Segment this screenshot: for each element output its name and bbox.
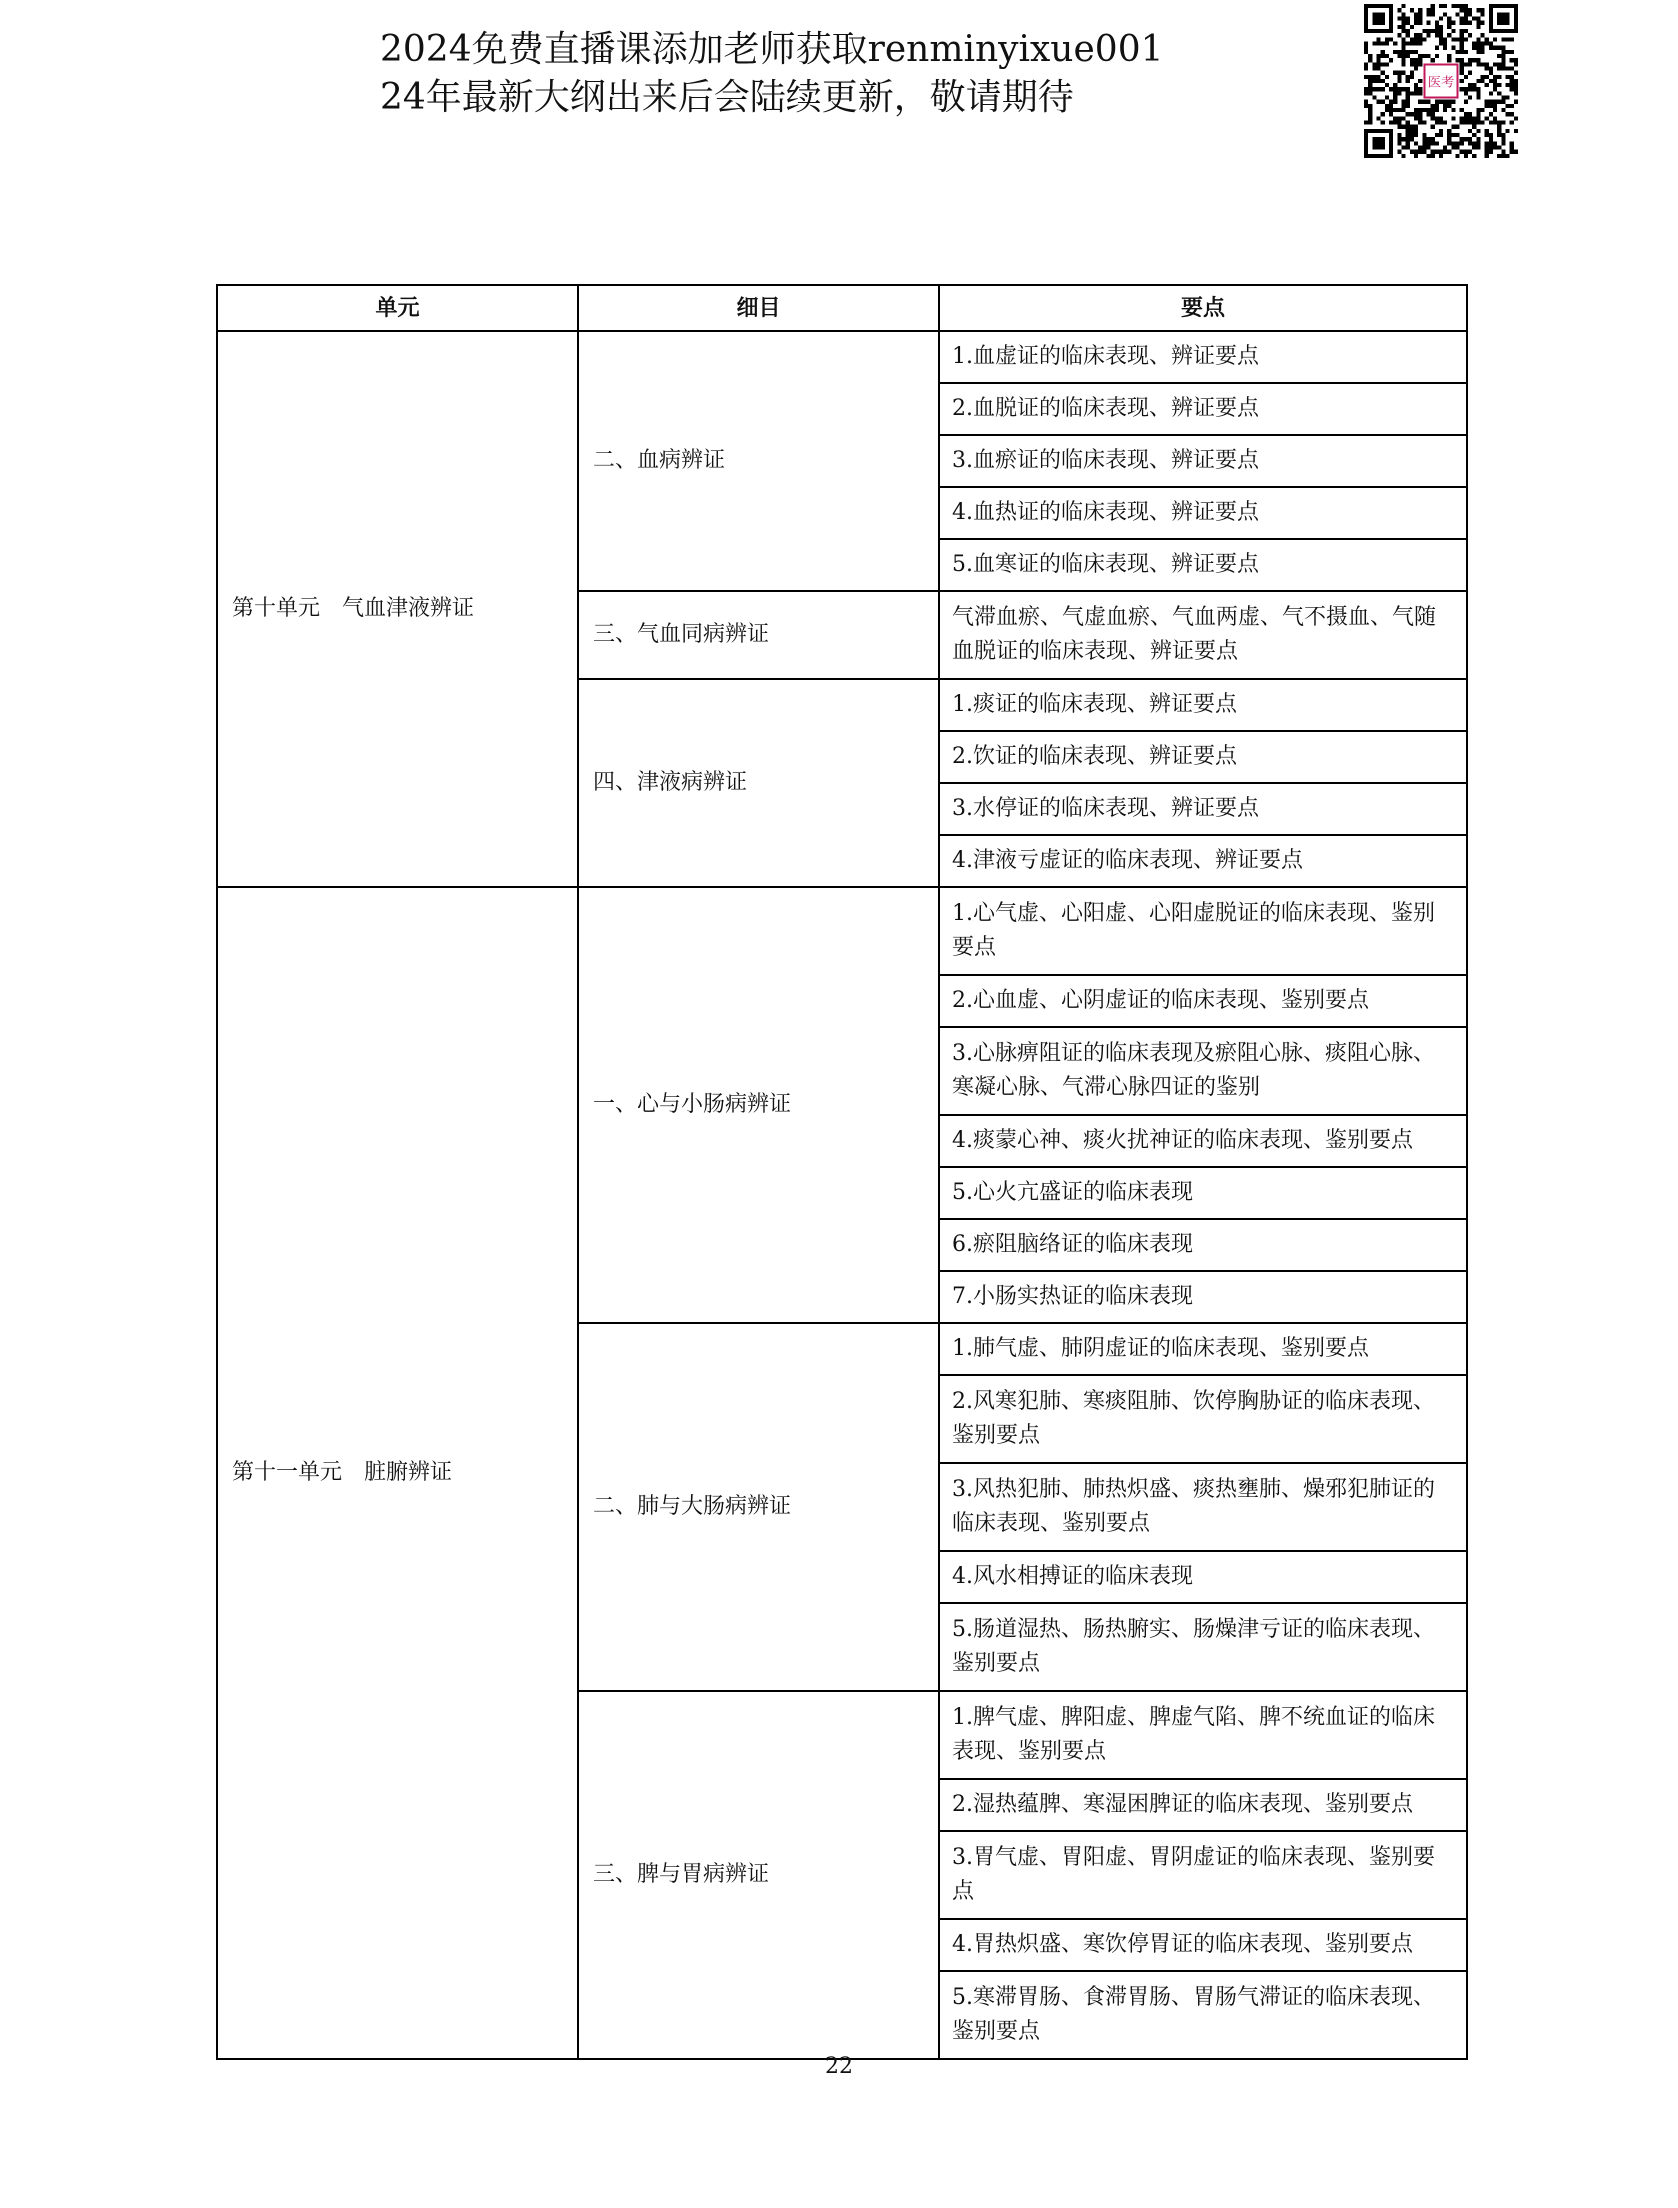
point-cell: 6.瘀阻脑络证的临床表现 <box>939 1219 1467 1271</box>
point-cell: 3.风热犯肺、肺热炽盛、痰热壅肺、燥邪犯肺证的临床表现、鉴别要点 <box>939 1463 1467 1551</box>
item-cell: 一、心与小肠病辨证 <box>578 887 939 1323</box>
item-cell: 二、肺与大肠病辨证 <box>578 1323 939 1691</box>
point-cell: 7.小肠实热证的临床表现 <box>939 1271 1467 1323</box>
point-cell: 1.血虚证的临床表现、辨证要点 <box>939 331 1467 383</box>
table-header-row <box>217 285 1467 331</box>
point-cell: 5.寒滞胃肠、食滞胃肠、胃肠气滞证的临床表现、鉴别要点 <box>939 1971 1467 2059</box>
point-cell: 3.心脉痹阻证的临床表现及瘀阻心脉、痰阻心脉、寒凝心脉、气滞心脉四证的鉴别 <box>939 1027 1467 1115</box>
page-number: 22 <box>825 2054 853 2079</box>
column-header-points: 要点 <box>939 285 1467 331</box>
page-header <box>380 26 1164 122</box>
point-cell: 5.心火亢盛证的临床表现 <box>939 1167 1467 1219</box>
point-cell: 3.血瘀证的临床表现、辨证要点 <box>939 435 1467 487</box>
point-cell: 1.肺气虚、肺阴虚证的临床表现、鉴别要点 <box>939 1323 1467 1375</box>
point-cell: 5.肠道湿热、肠热腑实、肠燥津亏证的临床表现、鉴别要点 <box>939 1603 1467 1691</box>
point-cell: 气滞血瘀、气虚血瘀、气血两虚、气不摄血、气随血脱证的临床表现、辨证要点 <box>939 591 1467 679</box>
point-cell: 4.胃热炽盛、寒饮停胃证的临床表现、鉴别要点 <box>939 1919 1467 1971</box>
point-cell: 2.心血虚、心阴虚证的临床表现、鉴别要点 <box>939 975 1467 1027</box>
point-cell: 4.津液亏虚证的临床表现、辨证要点 <box>939 835 1467 887</box>
qr-code <box>1364 4 1518 158</box>
point-cell: 2.血脱证的临床表现、辨证要点 <box>939 383 1467 435</box>
item-cell: 三、气血同病辨证 <box>578 591 939 679</box>
point-cell: 2.湿热蕴脾、寒湿困脾证的临床表现、鉴别要点 <box>939 1779 1467 1831</box>
column-header-item: 细目 <box>578 285 939 331</box>
point-cell: 3.水停证的临床表现、辨证要点 <box>939 783 1467 835</box>
point-cell: 5.血寒证的临床表现、辨证要点 <box>939 539 1467 591</box>
point-cell: 1.痰证的临床表现、辨证要点 <box>939 679 1467 731</box>
syllabus-table <box>216 284 1468 2060</box>
point-cell: 4.风水相搏证的临床表现 <box>939 1551 1467 1603</box>
unit-cell: 第十单元 气血津液辨证 <box>217 331 578 887</box>
point-cell: 4.血热证的临床表现、辨证要点 <box>939 487 1467 539</box>
column-header-unit: 单元 <box>217 285 578 331</box>
header-line-2: 24年最新大纲出来后会陆续更新，敬请期待 <box>380 77 1074 118</box>
item-cell: 四、津液病辨证 <box>578 679 939 887</box>
item-cell: 三、脾与胃病辨证 <box>578 1691 939 2059</box>
point-cell: 2.饮证的临床表现、辨证要点 <box>939 731 1467 783</box>
qr-badge-text: 医考 <box>1427 75 1455 91</box>
point-cell: 4.痰蒙心神、痰火扰神证的临床表现、鉴别要点 <box>939 1115 1467 1167</box>
point-cell: 1.脾气虚、脾阳虚、脾虚气陷、脾不统血证的临床表现、鉴别要点 <box>939 1691 1467 1779</box>
point-cell: 2.风寒犯肺、寒痰阻肺、饮停胸胁证的临床表现、鉴别要点 <box>939 1375 1467 1463</box>
header-line-1: 2024免费直播课添加老师获取renminyixue001 <box>380 29 1164 70</box>
table-row <box>217 331 1467 383</box>
unit-cell: 第十一单元 脏腑辨证 <box>217 887 578 2059</box>
point-cell: 3.胃气虚、胃阳虚、胃阴虚证的临床表现、鉴别要点 <box>939 1831 1467 1919</box>
item-cell: 二、血病辨证 <box>578 331 939 591</box>
point-cell: 1.心气虚、心阳虚、心阳虚脱证的临床表现、鉴别要点 <box>939 887 1467 975</box>
table-row <box>217 887 1467 975</box>
